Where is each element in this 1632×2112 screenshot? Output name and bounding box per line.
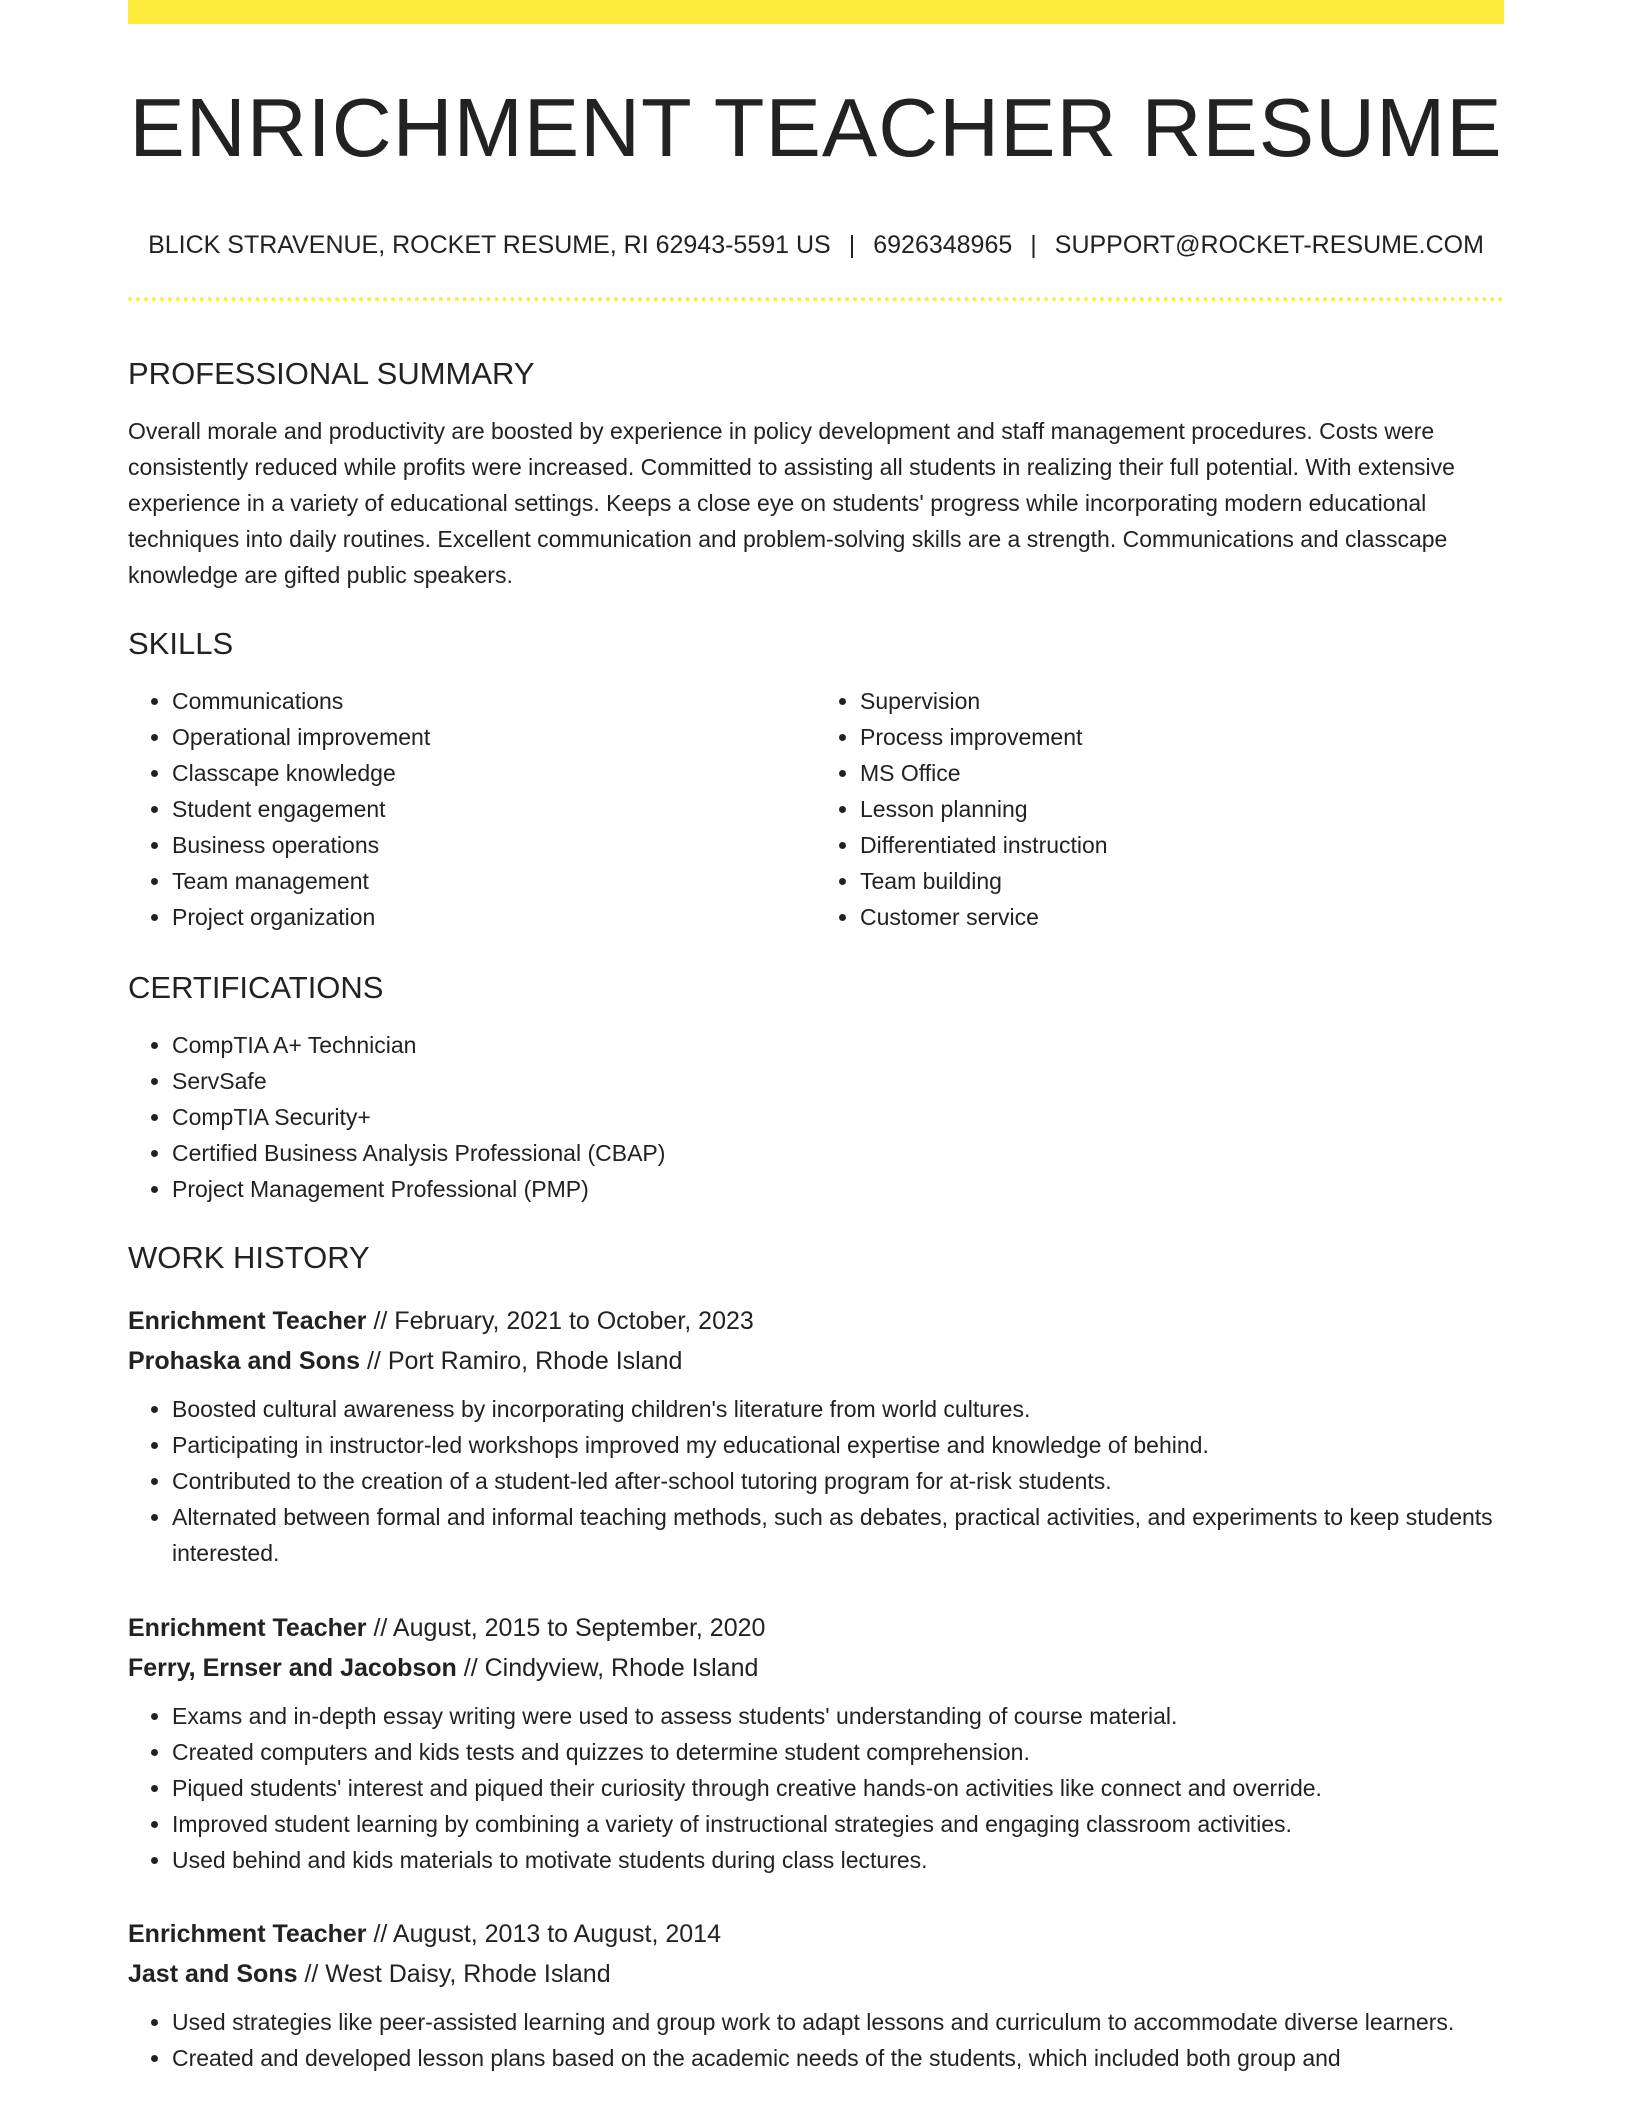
contact-email: SUPPORT@ROCKET-RESUME.COM xyxy=(1054,231,1484,259)
job-bullet: • Exams and in-depth essay writing were used to assess students' understanding of course material. xyxy=(172,1698,1504,1734)
certifications-heading: CERTIFICATIONS xyxy=(128,970,384,1005)
summary-section xyxy=(128,358,1504,593)
job-title: Enrichment Teacher xyxy=(128,1307,367,1335)
job-bullet: • Improved student learning by combining a variety of instructional strategies and engaging classroom activities. xyxy=(172,1806,1504,1842)
skill-item: • Supervision xyxy=(860,683,1504,719)
skill-item: • Operational improvement xyxy=(172,719,816,755)
job-bullet: • Participating in instructor-led workshops improved my educational expertise and knowledge of behind. xyxy=(172,1427,1504,1463)
job-bullet: • Alternated between formal and informal teaching methods, such as debates, practical activities, and experiments to keep students interested. xyxy=(172,1499,1504,1571)
job-bullets xyxy=(128,2004,1504,2076)
skills-section xyxy=(128,628,1504,935)
job-title-line xyxy=(128,1914,1504,1954)
contact-phone: 6926348965 xyxy=(873,231,1013,259)
skill-item: • Team building xyxy=(860,863,1504,899)
job-company: Ferry, Ernser and Jacobson xyxy=(128,1654,457,1682)
contact-separator: | xyxy=(1030,231,1037,259)
job-dates: // August, 2013 to August, 2014 xyxy=(373,1920,721,1948)
job-entry xyxy=(128,1914,1504,2076)
certification-item: • CompTIA A+ Technician xyxy=(172,1027,1504,1063)
job-bullet: • Created computers and kids tests and quizzes to determine student comprehension. xyxy=(172,1734,1504,1770)
skill-item: • Student engagement xyxy=(172,791,816,827)
skill-item: • Lesson planning xyxy=(860,791,1504,827)
certification-item: • ServSafe xyxy=(172,1063,1504,1099)
job-dates: // August, 2015 to September, 2020 xyxy=(373,1614,766,1642)
job-location: // Port Ramiro, Rhode Island xyxy=(366,1347,683,1375)
job-title-line xyxy=(128,1608,1504,1648)
dotted-divider xyxy=(128,297,1504,301)
skill-item: • Differentiated instruction xyxy=(860,827,1504,863)
job-title: Enrichment Teacher xyxy=(128,1614,367,1642)
job-bullet: • Contributed to the creation of a student-led after-school tutoring program for at-risk students. xyxy=(172,1463,1504,1499)
job-location: // Cindyview, Rhode Island xyxy=(463,1654,759,1682)
summary-text: Overall morale and productivity are boosted by experience in policy development and staff management procedures. Costs were consistently reduced while profits were increased. Committed to assisting all students in realizing their full potential. With extensive experience in a variety of educational settings. Keeps a close eye on students' progress while incorporating modern educational techniques into daily routines. Excellent communication and problem-solving skills are a strength. Communications and classcape knowledge are gifted public speakers. xyxy=(128,418,1455,588)
skill-item: • Communications xyxy=(172,683,816,719)
skill-item: • Team management xyxy=(172,863,816,899)
skill-item: • Classcape knowledge xyxy=(172,755,816,791)
job-company-line xyxy=(128,1954,1504,1994)
job-bullet: • Used strategies like peer-assisted learning and group work to adapt lessons and curriculum to accommodate diverse learners. xyxy=(172,2004,1504,2040)
job-company-line xyxy=(128,1648,1504,1688)
skills-columns xyxy=(128,683,1504,935)
job-bullet: • Piqued students' interest and piqued their curiosity through creative hands-on activities like connect and override. xyxy=(172,1770,1504,1806)
summary-heading: PROFESSIONAL SUMMARY xyxy=(128,356,535,391)
skill-item: • Project organization xyxy=(172,899,816,935)
skill-item: • Customer service xyxy=(860,899,1504,935)
job-bullet: • Boosted cultural awareness by incorporating children's literature from world cultures. xyxy=(172,1391,1504,1427)
certification-item: • Certified Business Analysis Professional (CBAP) xyxy=(172,1135,1504,1171)
job-entry xyxy=(128,1608,1504,1878)
skills-heading: SKILLS xyxy=(128,626,234,661)
certifications-list xyxy=(128,1027,1504,1207)
job-bullet: • Used behind and kids materials to motivate students during class lectures. xyxy=(172,1842,1504,1878)
certifications-section xyxy=(128,972,1504,1207)
job-title: Enrichment Teacher xyxy=(128,1920,367,1948)
job-dates: // February, 2021 to October, 2023 xyxy=(373,1307,754,1335)
job-bullets xyxy=(128,1391,1504,1571)
contact-separator: | xyxy=(848,231,856,259)
job-location: // West Daisy, Rhode Island xyxy=(304,1960,611,1988)
job-title-line xyxy=(128,1301,1504,1341)
job-company-line xyxy=(128,1341,1504,1381)
contact-line xyxy=(128,233,1504,258)
job-company: Prohaska and Sons xyxy=(128,1347,361,1375)
job-company: Jast and Sons xyxy=(128,1960,298,1988)
skills-list-right xyxy=(816,683,1504,935)
certification-item: • Project Management Professional (PMP) xyxy=(172,1171,1504,1207)
skill-item: • Business operations xyxy=(172,827,816,863)
work-history-heading-wrap xyxy=(128,1242,1504,1273)
skills-list-left xyxy=(128,683,816,935)
job-bullet: • Created and developed lesson plans based on the academic needs of the students, which included both group and xyxy=(172,2040,1504,2076)
job-entry xyxy=(128,1301,1504,1571)
job-bullets xyxy=(128,1698,1504,1878)
skill-item: • Process improvement xyxy=(860,719,1504,755)
skill-item: • MS Office xyxy=(860,755,1504,791)
certification-item: • CompTIA Security+ xyxy=(172,1099,1504,1135)
contact-address: BLICK STRAVENUE, ROCKET RESUME, RI 62943-5591 US xyxy=(148,231,831,259)
resume-title: ENRICHMENT TEACHER RESUME xyxy=(129,81,1503,174)
resume-page xyxy=(128,0,1504,2071)
top-accent-bar xyxy=(128,0,1504,24)
work-history-heading: WORK HISTORY xyxy=(128,1240,370,1275)
